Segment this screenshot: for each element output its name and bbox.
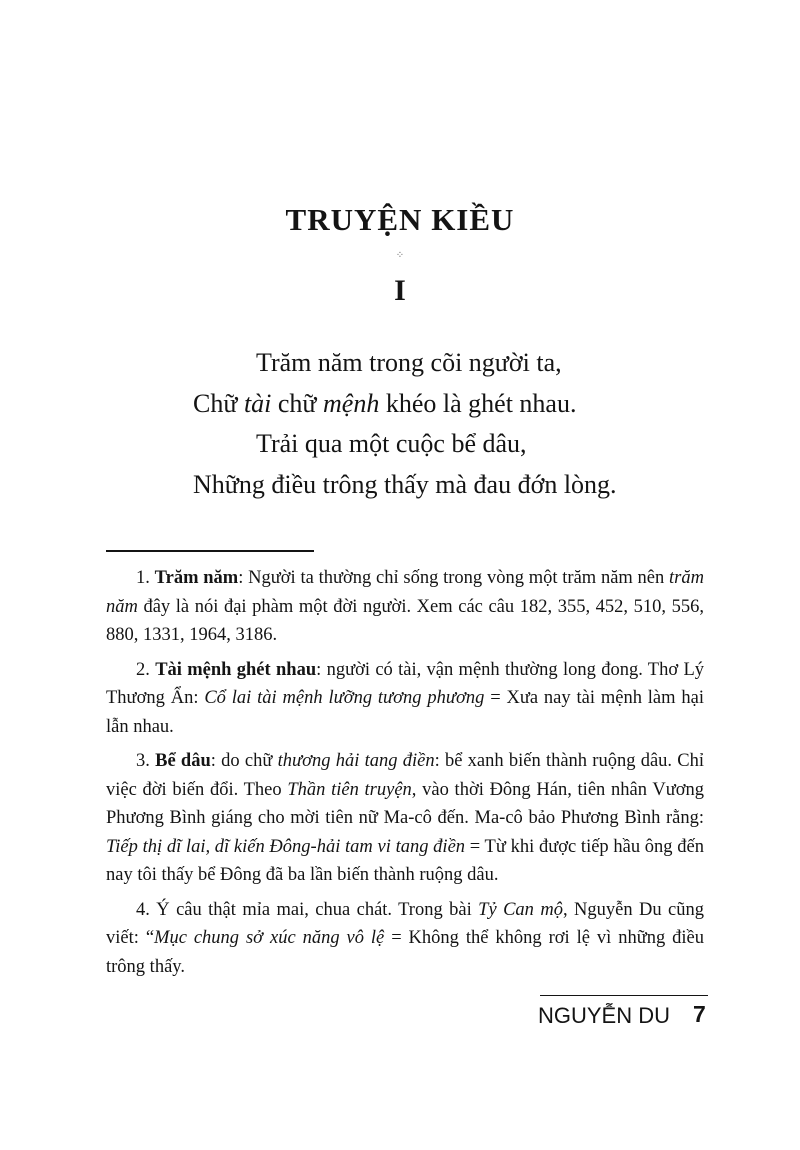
poem-line-1: Trăm năm trong cõi người ta, — [256, 348, 562, 377]
footnote-number: 2. — [136, 659, 156, 680]
footnotes — [106, 564, 704, 987]
footnote-text: : bể xanh biến thành ruộng dâu. Chỉ việc đời biến đổi. Theo — [106, 751, 705, 800]
section-number: I — [394, 274, 406, 307]
footnote-text: : do chữ — [210, 751, 278, 771]
running-footer-author: NGUYỄN DU — [538, 1003, 671, 1028]
footnote-italic: thương hải tang điền — [277, 751, 435, 771]
footnote-italic: Cổ lai tài mệnh lưỡng tương phương — [204, 688, 485, 708]
poem-emphasis: mệnh — [323, 388, 380, 418]
footnote-term: Trăm năm — [154, 568, 239, 588]
footnote-text: đây là nói đại phàm một đời người. Xem các câu 182, 355, 452, 510, 556, 880, 1331, 1964, 3186. — [106, 596, 704, 645]
page-number: 7 — [693, 1001, 706, 1027]
footnote-italic: Thần tiên truyện — [287, 779, 412, 800]
footnote-divider — [106, 550, 314, 552]
poem-text: Chữ — [193, 388, 244, 418]
footnote-text: = Xưa nay tài mệnh làm hại lẫn nhau. — [106, 688, 704, 737]
footnote-italic: Mục chung sở xúc năng vô lệ — [154, 928, 385, 948]
footer-divider — [540, 995, 708, 996]
footnote-italic: Tiếp thị dĩ lai, dĩ kiến Đông-hải tam vi tang điền — [106, 836, 466, 857]
poem-text: chữ — [271, 388, 324, 418]
footnote-italic: Tỷ Can mộ — [478, 899, 563, 920]
footnote-4 — [106, 896, 704, 982]
poem-emphasis: tài — [243, 388, 272, 418]
footnote-3 — [106, 747, 704, 890]
footnote-text: = Không thể không rơi lệ vì những điều trông thấy. — [106, 928, 704, 977]
poem-line-2 — [193, 384, 576, 425]
poem-line-4: Những điều trông thấy mà đau đớn lòng. — [193, 469, 617, 499]
poem-text: khéo là ghét nhau. — [379, 388, 577, 418]
footnote-text: : Người ta thường chỉ sống trong vòng một trăm năm nên — [238, 568, 670, 588]
footnote-italic: trăm năm — [106, 568, 704, 617]
poem-line-3: Trải qua một cuộc bể dâu, — [256, 429, 527, 458]
footnote-text: : người có tài, vận mệnh thường long đong. Thơ Lý Thương Ẩn: — [106, 659, 705, 708]
title-ornament: ⁘ — [395, 250, 405, 261]
footnote-term: Tài mệnh ghét nhau — [155, 659, 317, 680]
footnote-text: , vào thời Đông Hán, tiên nhân Vương Phương Bình giáng cho mời tiên nữ Ma-cô đến. Ma-cô bảo Phương Bình rằng: — [106, 779, 705, 828]
footnote-text: = Từ khi được tiếp hầu ông đến nay tôi thấy bể Đông đã ba lần biến thành ruộng dâu. — [106, 836, 704, 885]
footnote-term: Bể dâu — [155, 751, 211, 771]
footnote-number: 3. — [136, 751, 156, 771]
page-title: TRUYỆN KIỀU — [285, 202, 515, 237]
footnote-number: 1. — [136, 568, 155, 588]
footnote-text: 4. Ý câu thật mỉa mai, chua chát. Trong bài — [136, 899, 479, 920]
footnote-2 — [106, 656, 704, 742]
footnote-text: , Nguyễn Du cũng viết: “ — [106, 899, 704, 948]
footnote-1 — [106, 564, 704, 650]
